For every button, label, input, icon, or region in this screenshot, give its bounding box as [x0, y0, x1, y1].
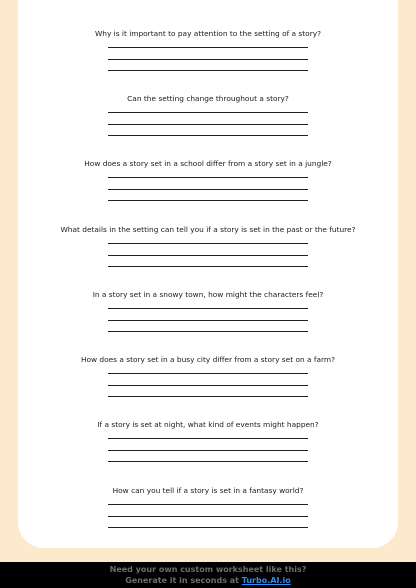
- answer-line[interactable]: [108, 527, 308, 528]
- question-block-6: [18, 355, 398, 397]
- question-text: If a story is set at night, what kind of events might happen?: [97, 420, 319, 429]
- answer-line[interactable]: [108, 135, 308, 136]
- answer-line[interactable]: [108, 59, 308, 60]
- answer-line[interactable]: [108, 396, 308, 397]
- answer-line[interactable]: [108, 70, 308, 71]
- answer-line[interactable]: [108, 373, 308, 374]
- answer-line[interactable]: [108, 47, 308, 48]
- answer-line[interactable]: [108, 200, 308, 201]
- question-text: How does a story set in a school differ from a story set in a jungle?: [84, 159, 332, 168]
- answer-line[interactable]: [108, 461, 308, 462]
- answer-line[interactable]: [108, 450, 308, 451]
- question-block-3: [18, 159, 398, 201]
- question-block-2: [18, 94, 398, 136]
- question-block-8: [18, 486, 398, 528]
- answer-line[interactable]: [108, 255, 308, 256]
- footer-line-2: [125, 576, 290, 585]
- answer-line[interactable]: [108, 266, 308, 267]
- answer-line[interactable]: [108, 516, 308, 517]
- answer-line[interactable]: [108, 331, 308, 332]
- answer-line[interactable]: [108, 243, 308, 244]
- question-block-5: [18, 290, 398, 332]
- footer-line-2-prefix: Generate it in seconds at: [125, 576, 242, 585]
- answer-line[interactable]: [108, 177, 308, 178]
- footer-link[interactable]: Turbo.AI.io: [241, 576, 291, 585]
- answer-line[interactable]: [108, 385, 308, 386]
- question-text: How does a story set in a busy city differ from a story set on a farm?: [80, 355, 336, 364]
- answer-line[interactable]: [108, 189, 308, 190]
- answer-line[interactable]: [108, 124, 308, 125]
- question-text: Why is it important to pay attention to the setting of a story?: [94, 29, 322, 38]
- question-block-4: [18, 225, 398, 267]
- promo-footer: [0, 562, 416, 588]
- answer-line[interactable]: [108, 438, 308, 439]
- answer-line[interactable]: [108, 320, 308, 321]
- worksheet-page: [18, 0, 398, 548]
- question-text: What details in the setting can tell you if a story is set in the past or the future?: [60, 225, 356, 234]
- question-text: Can the setting change throughout a story?: [127, 94, 289, 103]
- answer-line[interactable]: [108, 308, 308, 309]
- question-text: In a story set in a snowy town, how might the characters feel?: [92, 290, 324, 299]
- answer-line[interactable]: [108, 112, 308, 113]
- footer-line-1: Need your own custom worksheet like this?: [109, 565, 307, 574]
- question-block-7: [18, 420, 398, 462]
- question-text: How can you tell if a story is set in a fantasy world?: [112, 486, 304, 495]
- answer-line[interactable]: [108, 504, 308, 505]
- question-block-1: [18, 29, 398, 71]
